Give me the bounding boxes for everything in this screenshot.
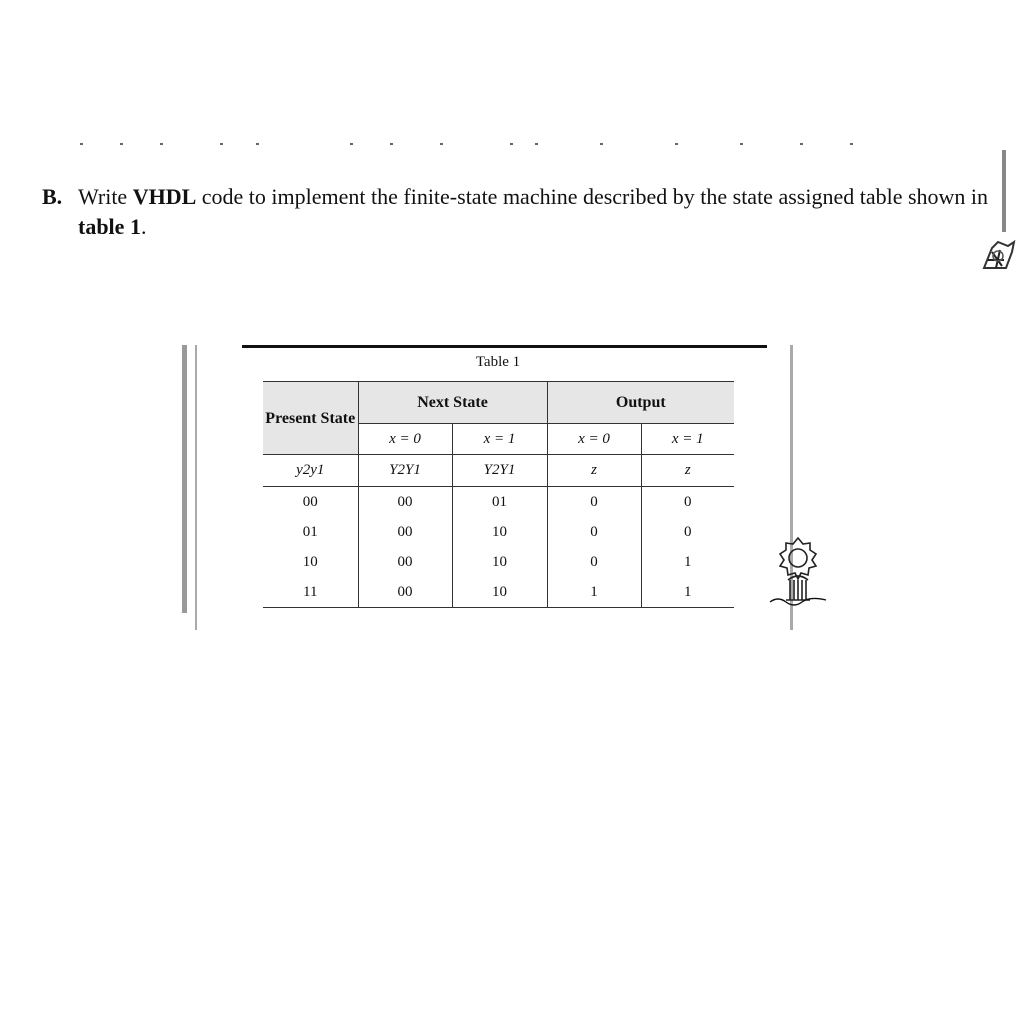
state-assigned-table xyxy=(263,381,734,608)
var-next-x0: Y2Y1 xyxy=(358,455,452,487)
cell-output-x0: 0 xyxy=(547,517,641,547)
cell-next-x1: 10 xyxy=(452,517,547,547)
table-row xyxy=(263,517,734,547)
var-next-x1: Y2Y1 xyxy=(452,455,547,487)
question-b xyxy=(42,182,992,242)
question-text-1: Write xyxy=(78,184,133,209)
var-output-x0: z xyxy=(547,455,641,487)
cell-next-x0: 00 xyxy=(358,577,452,608)
cropped-text-line xyxy=(80,140,900,146)
scan-edge-bar xyxy=(1002,150,1006,232)
table-row xyxy=(263,487,734,518)
cell-output-x1: 1 xyxy=(684,553,692,570)
scan-edge-bar-left xyxy=(182,345,187,613)
table-row xyxy=(263,577,734,608)
cell-output-x0: 0 xyxy=(547,487,641,518)
var-present: y2y1 xyxy=(263,455,358,487)
var-output-x1: z xyxy=(641,455,734,487)
cell-next-x1: 10 xyxy=(452,547,547,577)
cell-next-x0: 00 xyxy=(358,547,452,577)
corner-logo-icon xyxy=(978,238,1018,274)
subheader-output-x1: x = 1 xyxy=(641,424,734,455)
cell-output-x1: 0 xyxy=(684,493,692,510)
cell-output-x1: 1 xyxy=(641,577,734,608)
cell-present: 11 xyxy=(263,577,358,608)
cell-present: 01 xyxy=(263,517,358,547)
question-bold-table: table 1 xyxy=(78,214,141,239)
cell-present: 10 xyxy=(263,547,358,577)
cell-next-x1: 01 xyxy=(452,487,547,518)
cell-next-x0: 00 xyxy=(358,517,452,547)
subheader-next-x1: x = 1 xyxy=(452,424,547,455)
question-label: B. xyxy=(42,184,63,209)
subheader-output-x0: x = 0 xyxy=(547,424,641,455)
cell-output-x1: 0 xyxy=(684,523,692,540)
header-next-state: Next State xyxy=(358,382,547,424)
university-seal-icon xyxy=(768,536,828,606)
cell-present: 00 xyxy=(263,487,358,518)
table-row xyxy=(263,547,734,577)
cell-output-x0: 1 xyxy=(547,577,641,608)
question-bold-vhdl: VHDL xyxy=(132,184,197,209)
cell-output-x0: 0 xyxy=(547,547,641,577)
table-top-rule xyxy=(242,345,767,348)
header-output: Output xyxy=(547,382,734,424)
question-text-3: . xyxy=(140,214,147,239)
subheader-next-x0: x = 0 xyxy=(358,424,452,455)
cell-next-x0: 00 xyxy=(358,487,452,518)
cell-next-x1: 10 xyxy=(452,577,547,608)
header-present-state: Present State xyxy=(263,382,358,455)
scan-edge-line-left xyxy=(195,345,197,630)
question-text xyxy=(78,182,992,242)
question-text-2: code to implement the finite-state machine described by the state assigned table shown in xyxy=(196,184,989,209)
table-caption: Table 1 xyxy=(475,354,521,370)
